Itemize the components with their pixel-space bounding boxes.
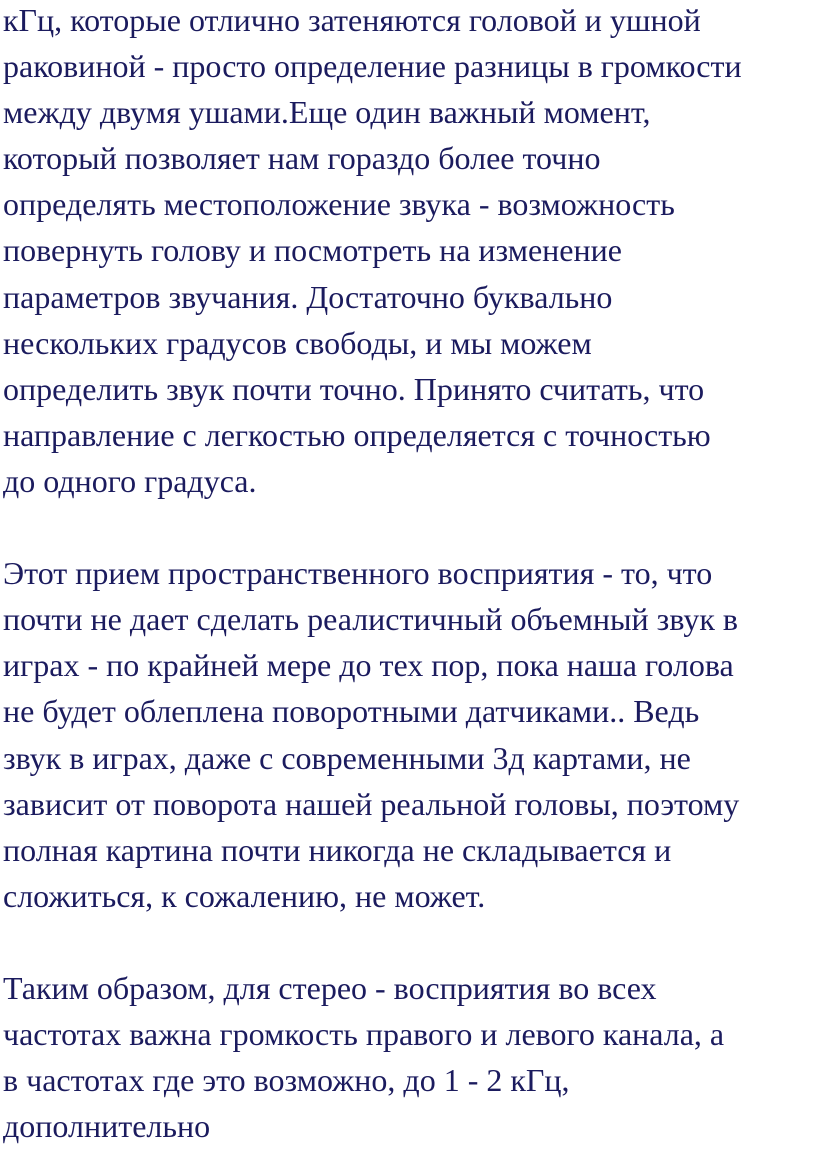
text-line: сложиться, к сожалению, не может. — [3, 877, 486, 914]
text-line: определить звук почти точно. Принято считать, что — [3, 370, 705, 407]
paragraph-gap — [3, 919, 816, 965]
text-line: определять местоположение звука - возможность — [3, 186, 675, 223]
text-line: кГц, которые отлично затеняются головой и ушной — [3, 2, 701, 38]
text-line: не будет облеплена поворотными датчиками.. Ведь — [3, 693, 700, 730]
text-line: параметров звучания. Достаточно буквально — [3, 278, 613, 315]
text-line: почти не дает сделать реалистичный объемный звук в — [3, 601, 738, 638]
text-line: раковиной - просто определение разницы в громкости — [3, 48, 742, 85]
text-line: повернуть голову и посмотреть на изменение — [3, 232, 622, 269]
text-line: направление с легкостью определяется с точностью — [3, 416, 711, 453]
paragraph-gap — [3, 504, 816, 550]
text-line: полная картина почти никогда не складывается и — [3, 831, 672, 868]
text-line: звук в играх, даже с современными 3д картами, не — [3, 739, 691, 776]
text-line: частотах важна громкость правого и левого канала, а — [3, 1016, 725, 1053]
text-line: Этот прием пространственного восприятия - то, что — [3, 555, 713, 592]
text-line: Таким образом, для стерео - восприятия во всех — [3, 969, 657, 1006]
paragraph-2 — [3, 550, 816, 919]
paragraph-3 — [3, 965, 816, 1149]
text-line: играх - по крайней мере до тех пор, пока наша голова — [3, 647, 734, 684]
text-line: зависит от поворота нашей реальной головы, поэтому — [3, 785, 740, 822]
text-line: дополнительно — [3, 1108, 211, 1145]
text-line: нескольких градусов свободы, и мы можем — [3, 324, 592, 361]
text-line: до одного градуса. — [3, 462, 257, 499]
text-line: в частотах где это возможно, до 1 - 2 кГц, — [3, 1062, 570, 1099]
text-line: который позволяет нам гораздо более точно — [3, 140, 601, 177]
text-line: между двумя ушами.Еще один важный момент, — [3, 94, 651, 131]
paragraph-1 — [3, 0, 816, 504]
